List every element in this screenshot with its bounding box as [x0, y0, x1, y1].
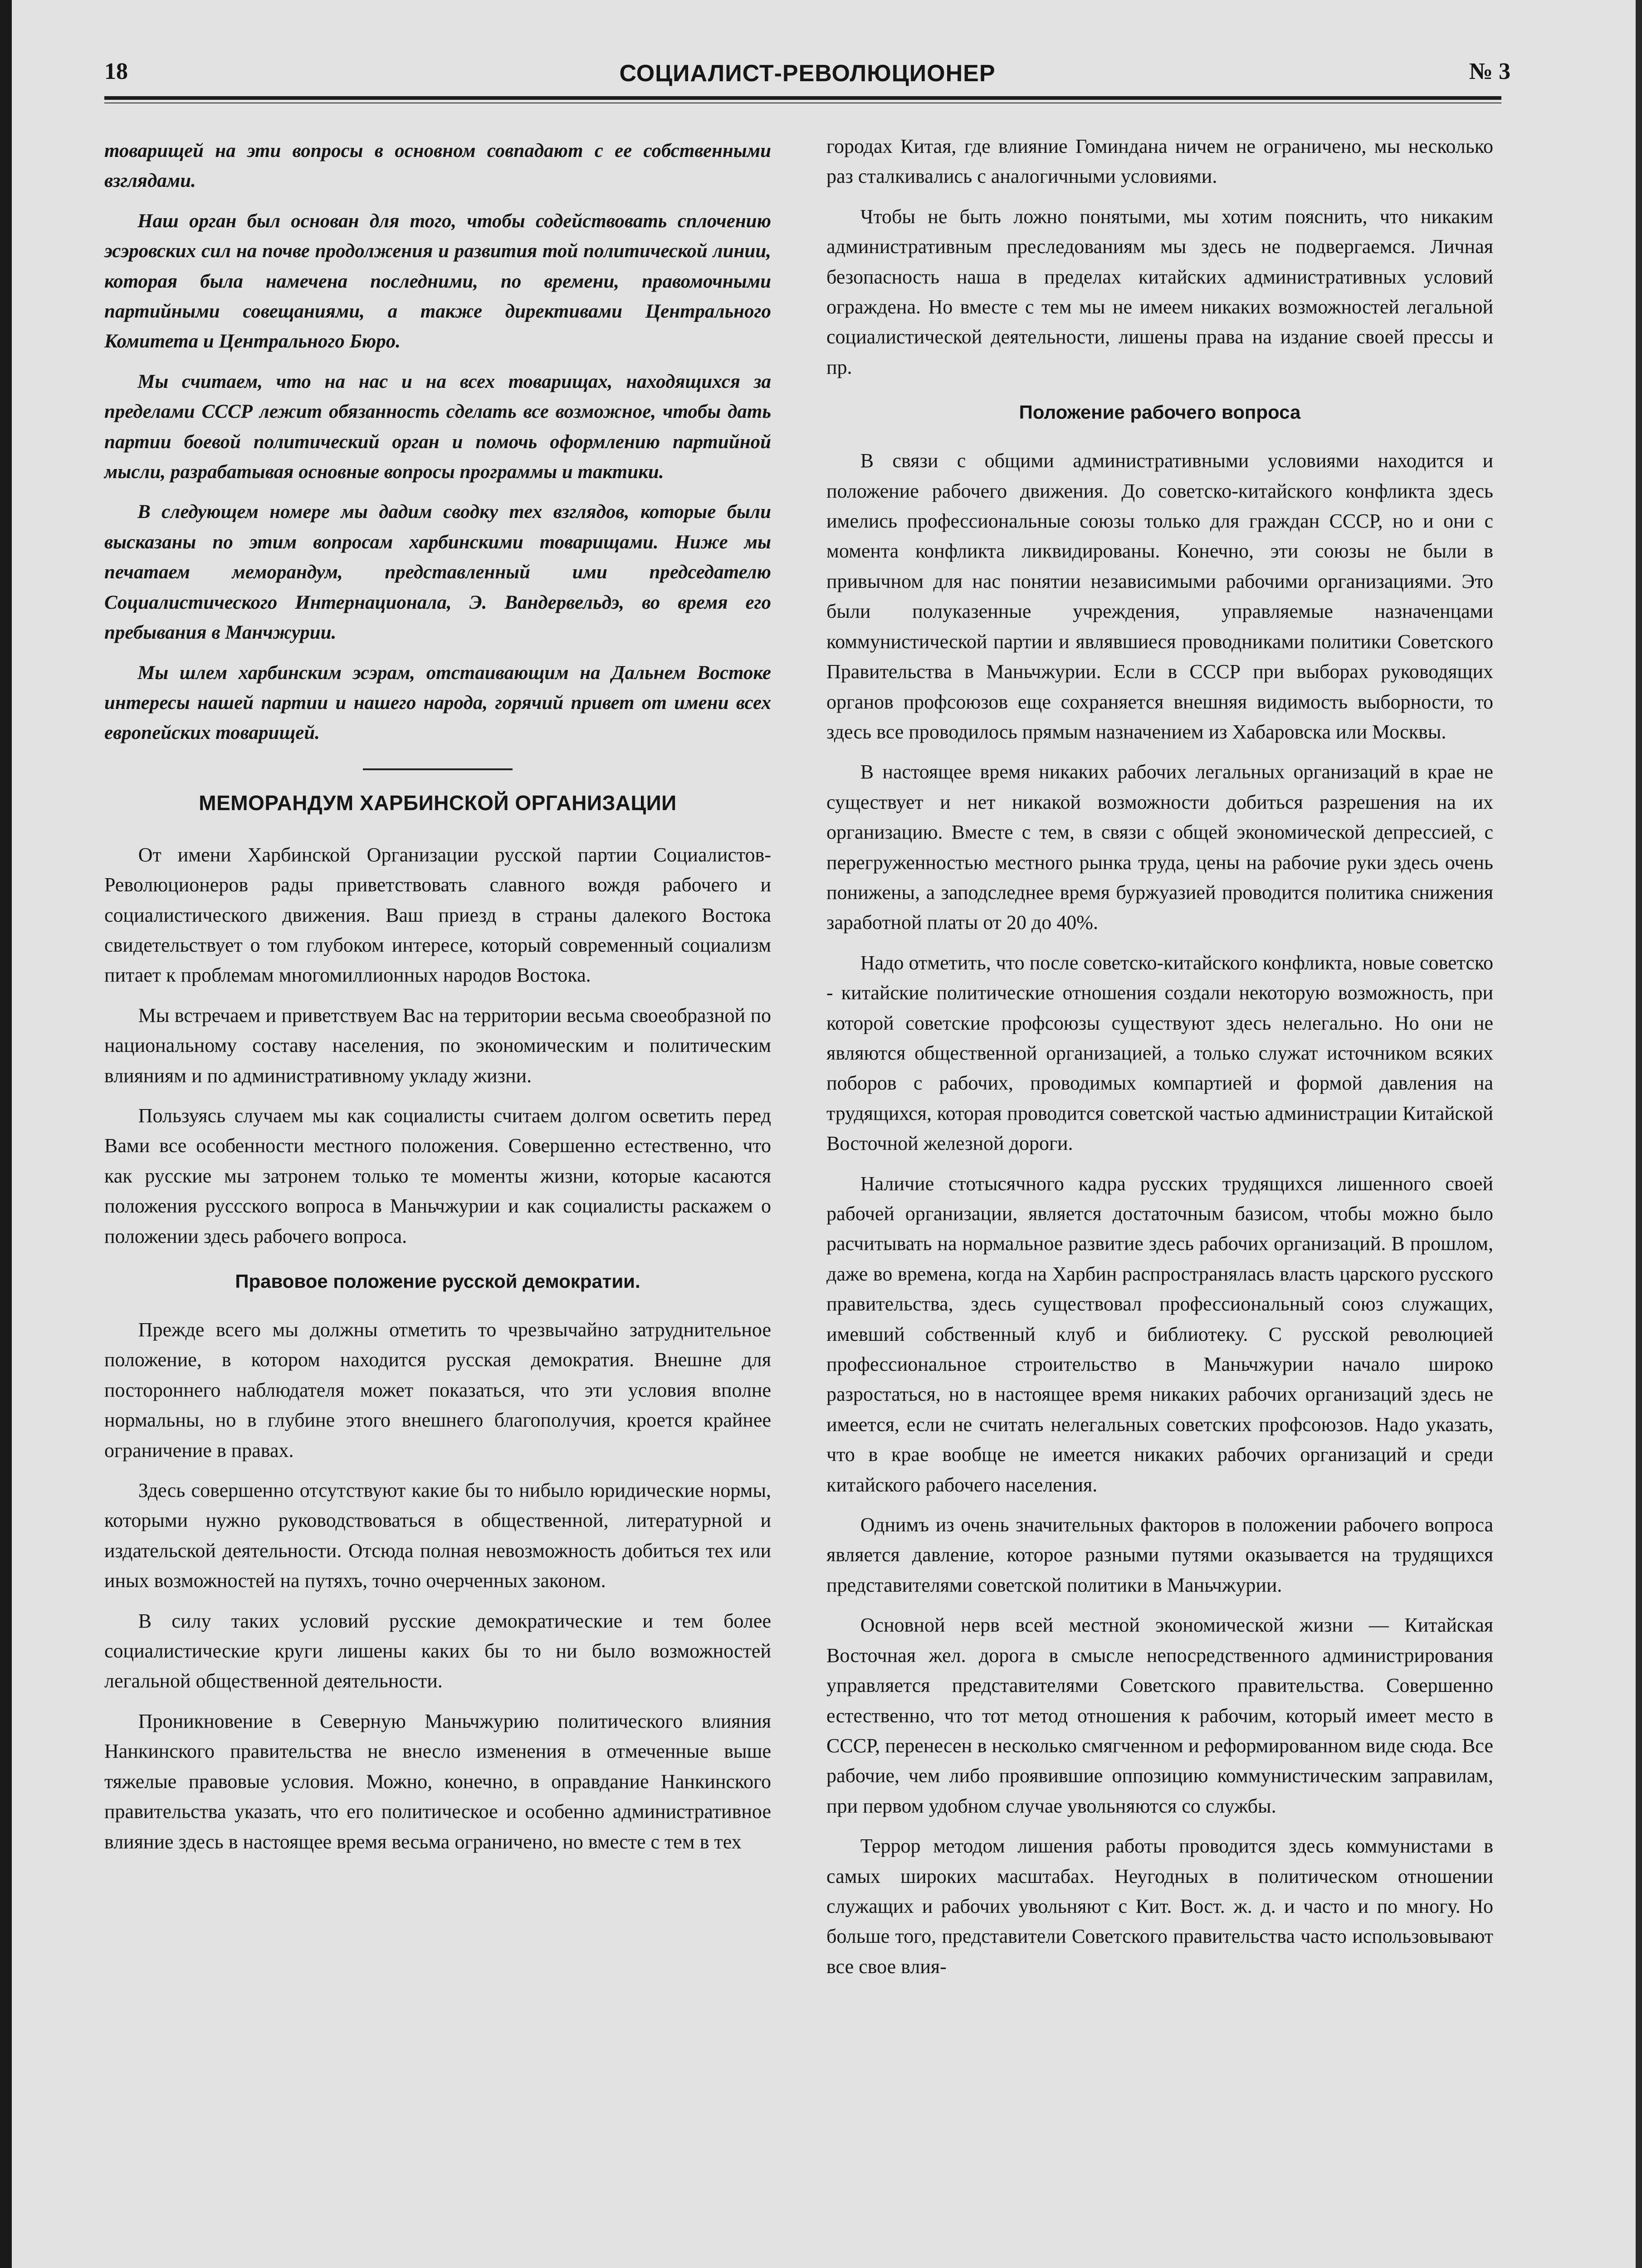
running-header — [104, 54, 1510, 99]
memo-paragraph: Пользуясь случаем мы как социалисты считаем долгом осветить перед Вами все особенности местного положения. Совершенно естественно, что как русские мы затронем только те моменты жизни, которые касаются положения русcского вопроса в Маньчжурии и как социалисты раскажем о положении здесь рабочего вопроса. — [104, 1104, 771, 1247]
subhead-legal-status: Правовое положение русской демократии. — [235, 1271, 640, 1292]
editorial-paragraph: Мы шлем харбинским эсэрам, отстаивающим на Дальнем Востоке интересы нашей партии и нашего народа, горячий привет от имени всех европейских товарищей. — [104, 662, 771, 744]
subhead-labor-question: Положение рабочего вопроса — [1019, 401, 1301, 423]
editorial-paragraph: Мы считаем, что на нас и на всех товарищах, находящихся за пределами СССР лежит обязанность сделать все возможное, чтобы дать партии боевой политический орган и помочь оформлению партийной мысли, разрабатывая основные вопросы программы и тактики. — [104, 371, 771, 483]
labor-paragraph: В настоящее время никаких рабочих легальных организаций в крае не существует и нет никакой возможности добиться разрешения на их организацию. Вместе с тем, в связи с общей экономической депрессией, с перегруженностью местного рынка труда, цены на рабочие руки здесь очень понижены, а заподследнее время буржуазией проводится политика снижения заработной платы от 20 до 40%. — [826, 761, 1493, 934]
memo-paragraph: От имени Харбинской Организации русской партии Социалистов-Революционеров рады приветствовать славного вождя рабочего и социалистического движения. Ваш приезд в страны далекого Востока свидетельствует о том глубоком интересе, который современный социализм питает к проблемам многомиллионных народов Востока. — [104, 843, 771, 987]
labor-paragraph: Наличие стотысячного кадра русских трудящихся лишенного своей рабочей организации, является достаточным базисом, чтобы можно было расчитывать на нормальное развитие здесь рабочих организаций. В прошлом, даже во времена, когда на Харбин распространялась власть царского русского правительства, здесь существовал профессиональный союз служащих, имевший собственный клуб и библиотеку. С русской революцией профессиональное строительство в Маньчжурии начало широко разростаться, но в настоящее время никаких рабочих организаций здесь не имеется, если не считать нелегальных советских профсоюзов. Надо указать, что в крае вообще не имеется никаких рабочих организаций и среди китайского рабочего населения. — [826, 1172, 1493, 1496]
header-rule — [104, 96, 1501, 100]
legal-paragraph: В силу таких условий русские демократические и тем более социалистические круги лишены каких бы то ни было возможностей легальной общественной деятельности. — [104, 1609, 771, 1692]
legal-paragraph: Проникновение в Северную Маньчжурию политического влияния Нанкинского правительства не внесло изменения в отмеченные выше тяжелые правовые условия. Можно, конечно, в оправдание Нанкинского правительства указать, что его политическое и особенно административное влияние здесь в настоящее время весьма ограничено, но вместе с тем в тех — [104, 1710, 771, 1853]
body-paragraph: Чтобы не быть ложно понятыми, мы хотим пояснить, что никаким административным преследованиям мы здесь не подвергаемся. Личная безопасность наша в пределах китайских административных условий ограждена. Но вместе с тем мы не имеем никаких возможностей легальной социалистической деятельности, лишены права на издание своей прессы и пр. — [826, 205, 1493, 378]
left-column — [104, 136, 771, 2268]
memo-paragraph: Мы встречаем и приветствуем Вас на территории весьма своеобразной по национальному составу населения, по экономическим и политическим влияниям и по административному укладу жизни. — [104, 1004, 771, 1087]
right-column — [826, 132, 1493, 2268]
body-paragraph: городах Китая, где влияние Гоминдана ничем не ограничено, мы несколько раз сталкивались с аналогичными условиями. — [826, 135, 1493, 188]
scan-border-right — [1636, 0, 1642, 2268]
labor-paragraph: Надо отметить, что после советско-китайского конфликта, новые советско - китайские политические отношения создали некоторую возможность, при которой советские профсоюзы существуют здесь нелегально. Но они не являются общественной организацией, а только служат источником всяких поборов с рабочих, проводимых компартией и формой давления на трудящихся, которая проводится советской частью администрации Китайской Восточной железной дороги. — [826, 951, 1493, 1155]
journal-title: СОЦИАЛИСТ-РЕВОЛЮЦИОНЕР — [619, 60, 996, 87]
legal-paragraph: Прежде всего мы должны отметить то чрезвычайно затруднительное положение, в котором находится русская демократия. Внешне для постороннего наблюдателя может показаться, что эти условия вполне нормальны, но в глубине этого внешнего благополучия, кроется крайнее ограничение в правах. — [104, 1319, 771, 1461]
labor-paragraph: Основной нерв всей местной экономической жизни — Китайская Восточная жел. дорога в смысле непосредственного администрирования управляется представителями Советского правительства. Совершенно естественно, что тот метод отношения к рабочим, который имеет место в СССР, перенесен в несколько смягченном и реформированном виде сюда. Все рабочие, чем либо проявившие оппозицию коммунистическим заправилам, при первом удобном случае увольняются со службы. — [826, 1614, 1493, 1817]
labor-paragraph: Террор методом лишения работы проводится здесь коммунистами в самых широких масштабах. Неугодных в политическом отношении служащих и рабочих увольняют с Кит. Вост. ж. д. и часто и по многу. Но больше того, представители Советского правительства часто использовывают все свое влия- — [826, 1835, 1493, 1978]
issue-number: № 3 — [1469, 59, 1510, 84]
memo-title: МЕМОРАНДУМ ХАРБИНСКОЙ ОРГАНИЗАЦИИ — [199, 791, 677, 815]
legal-paragraph: Здесь совершенно отсутствуют какие бы то нибыло юридические нормы, которыми нужно руководствоваться в общественной, литературной и издательской деятельности. Отсюда полная невозможность добиться тех или иных возможностей на путяхъ, точно очерченных законом. — [104, 1479, 771, 1592]
scan-border-left — [0, 0, 12, 2268]
section-divider — [363, 768, 513, 770]
editorial-paragraph: товарищей на эти вопросы в основном совпадают с ее собственными взглядами. — [104, 140, 771, 192]
labor-paragraph: Однимъ из очень значительных факторов в положении рабочего вопроса является давление, которое разными путями оказывается на трудящихся представителями советской политики в Маньчжурии. — [826, 1514, 1493, 1596]
editorial-paragraph: В следующем номере мы дадим сводку тех взглядов, которые были высказаны по этим вопросам харбинскими товарищами. Ниже мы печатаем меморандум, представленный ими председателю Социалистического Интернационала, Э. Вандервельдэ, во время его пребывания в Манчжурии. — [104, 501, 771, 644]
labor-paragraph: В связи с общими административными условиями находится и положение рабочего движения. До советско-китайского конфликта здесь имелись профессиональные союзы только для граждан СССР, но и они с момента конфликта ликвидированы. Конечно, эти союзы не были в привычном для нас понятии независимыми рабочими организациями. Это были полуказенные учреждения, управляемые назначенцами коммунистической партии и являвшиеся проводниками политики Советского Правительства в Маньчжурии. Если в СССР при выборах руководящих органов профсоюзов еще сохраняется внешняя видимость выборности, то здесь все проводилось прямым назначением из Хабаровска или Москвы. — [826, 450, 1493, 743]
page-number: 18 — [104, 59, 128, 84]
editorial-paragraph: Наш орган был основан для того, чтобы содействовать сплочению эсэровских сил на почве продолжения и развития той политической линии, которая была намечена последними, по времени, правомочными партийными совещаниями, а также директивами Центрального Комитета и Центрального Бюро. — [104, 210, 771, 352]
